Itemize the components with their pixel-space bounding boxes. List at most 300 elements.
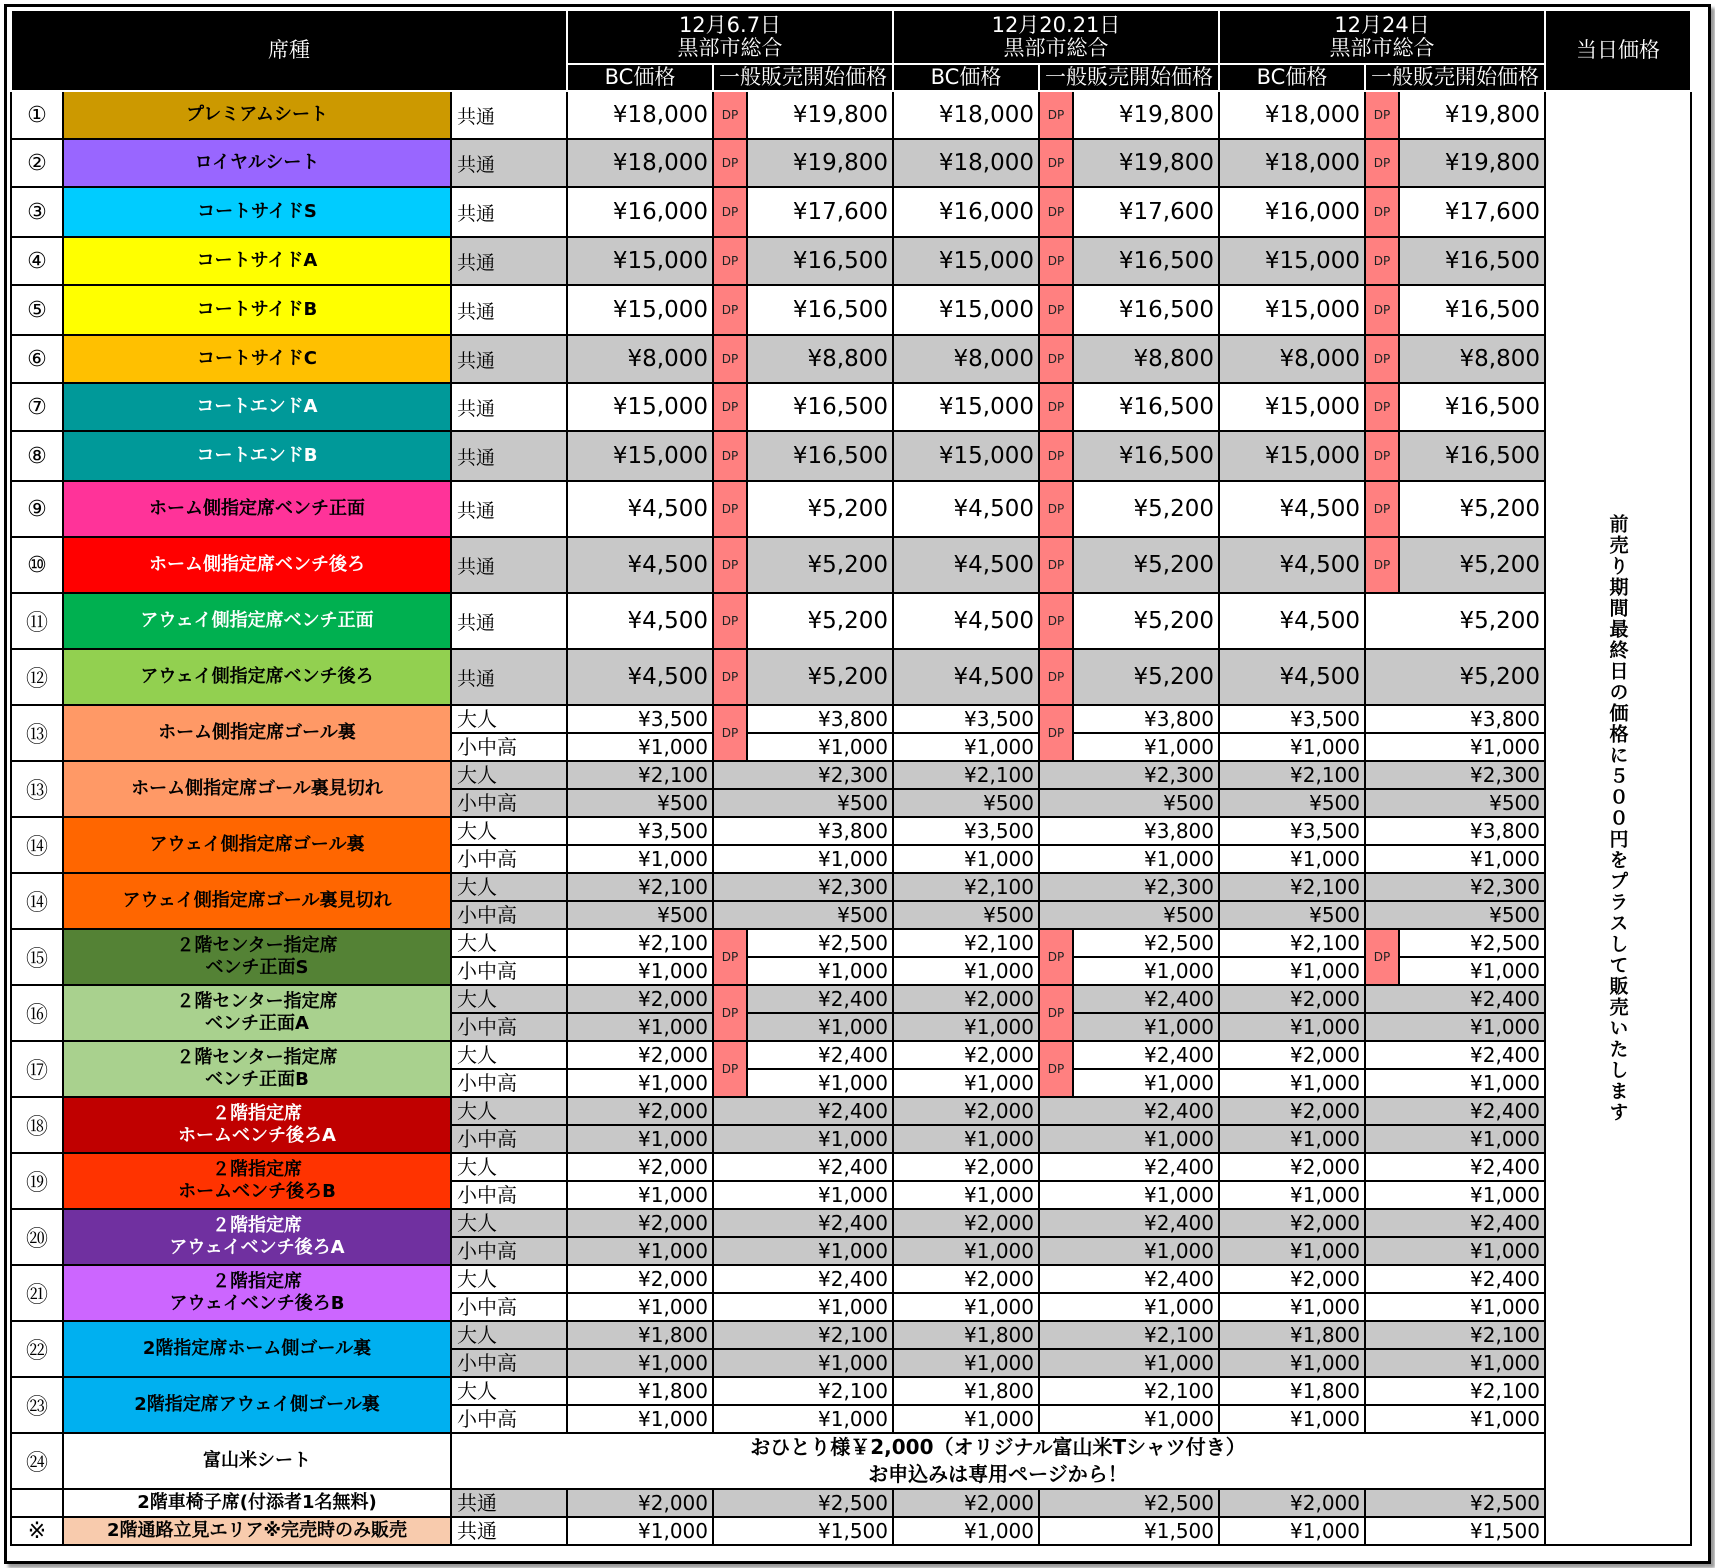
audience-label: 共通 xyxy=(451,187,567,237)
bc-price: ¥1,000 xyxy=(1219,1293,1365,1321)
general-price: ¥1,000 xyxy=(1365,1013,1545,1041)
general-price: ¥1,000 xyxy=(1365,1181,1545,1209)
dynamic-pricing-badge: DP xyxy=(1039,383,1073,431)
general-price: ¥1,000 xyxy=(747,1069,893,1097)
seat-number: ⑮ xyxy=(11,929,63,985)
general-price: ¥2,300 xyxy=(1365,761,1545,789)
general-price: ¥5,200 xyxy=(747,649,893,705)
bc-price: ¥2,100 xyxy=(1219,929,1365,957)
dynamic-pricing-badge: DP xyxy=(1365,91,1399,139)
bc-price: ¥18,000 xyxy=(1219,139,1365,187)
bc-price: ¥3,500 xyxy=(1219,817,1365,845)
table-row xyxy=(11,1517,1691,1545)
general-price: ¥1,000 xyxy=(1073,733,1219,761)
side-note: 前売り期間最終日の価格に５００円をプラスして販売いたします xyxy=(1606,513,1629,1123)
bc-price: ¥2,000 xyxy=(567,1209,713,1237)
dynamic-pricing-badge: DP xyxy=(713,335,747,383)
bc-price: ¥2,000 xyxy=(893,1209,1039,1237)
general-price: ¥2,100 xyxy=(713,1321,893,1349)
bc-price: ¥15,000 xyxy=(1219,431,1365,481)
general-price-header: 一般販売開始価格 xyxy=(1039,64,1219,91)
general-price: ¥1,000 xyxy=(1073,1069,1219,1097)
table-row xyxy=(11,985,1691,1013)
bc-price: ¥1,000 xyxy=(893,1293,1039,1321)
seat-name xyxy=(63,1041,451,1097)
seat-number: ⑭ xyxy=(11,817,63,873)
seat-name: 2階通路立見エリア※完売時のみ販売 xyxy=(63,1517,451,1545)
general-price: ¥19,800 xyxy=(747,91,893,139)
bc-price: ¥2,000 xyxy=(567,1041,713,1069)
general-price: ¥5,200 xyxy=(1365,593,1545,649)
dynamic-pricing-badge: DP xyxy=(1365,285,1399,335)
general-price: ¥8,800 xyxy=(1399,335,1545,383)
general-price: ¥1,000 xyxy=(713,1237,893,1265)
bc-price: ¥1,000 xyxy=(567,1237,713,1265)
dynamic-pricing-badge: DP xyxy=(713,285,747,335)
adult-label: 大人 xyxy=(451,1321,567,1349)
bc-price: ¥1,000 xyxy=(893,733,1039,761)
bc-price: ¥2,000 xyxy=(893,1265,1039,1293)
adult-label: 大人 xyxy=(451,1377,567,1405)
table-row xyxy=(11,817,1691,845)
general-price: ¥5,200 xyxy=(1399,481,1545,537)
seat-name: コートサイドB xyxy=(63,285,451,335)
bc-price: ¥1,000 xyxy=(1219,1013,1365,1041)
seat-name xyxy=(63,1153,451,1209)
bc-price: ¥1,000 xyxy=(1219,957,1365,985)
dynamic-pricing-badge: DP xyxy=(713,237,747,285)
dynamic-pricing-badge: DP xyxy=(713,187,747,237)
general-price: ¥16,500 xyxy=(1073,431,1219,481)
bc-price: ¥1,000 xyxy=(567,1181,713,1209)
general-price: ¥17,600 xyxy=(1399,187,1545,237)
seat-price-table xyxy=(10,9,1692,1546)
general-price: ¥2,100 xyxy=(1039,1321,1219,1349)
general-price: ¥2,400 xyxy=(1365,1041,1545,1069)
general-price: ¥5,200 xyxy=(1073,593,1219,649)
dynamic-pricing-badge: DP xyxy=(713,383,747,431)
bc-price: ¥1,000 xyxy=(893,1125,1039,1153)
bc-price: ¥500 xyxy=(567,789,713,817)
seat-name-line2: アウェイベンチ後ろA xyxy=(169,1237,345,1258)
dynamic-pricing-badge: DP xyxy=(1039,335,1073,383)
seat-number: ⑯ xyxy=(11,985,63,1041)
bc-price: ¥1,000 xyxy=(893,1013,1039,1041)
general-price: ¥1,000 xyxy=(1039,1237,1219,1265)
bc-price: ¥2,000 xyxy=(1219,1097,1365,1125)
seat-number: ② xyxy=(11,139,63,187)
general-price: ¥1,000 xyxy=(1365,1125,1545,1153)
seat-name: ホーム側指定席ゴール裏 xyxy=(63,705,451,761)
general-price: ¥2,100 xyxy=(1039,1377,1219,1405)
bc-price: ¥2,000 xyxy=(567,1489,713,1517)
bc-price: ¥1,000 xyxy=(567,1125,713,1153)
seat-number: ※ xyxy=(11,1517,63,1545)
general-price: ¥2,400 xyxy=(713,1265,893,1293)
audience-label: 共通 xyxy=(451,537,567,593)
dynamic-pricing-badge: DP xyxy=(1039,187,1073,237)
general-price: ¥16,500 xyxy=(747,285,893,335)
dynamic-pricing-badge: DP xyxy=(713,481,747,537)
general-price: ¥1,000 xyxy=(747,957,893,985)
dynamic-pricing-badge: DP xyxy=(1039,929,1073,985)
student-label: 小中高 xyxy=(451,1405,567,1433)
seat-number: ① xyxy=(11,91,63,139)
student-label: 小中高 xyxy=(451,1181,567,1209)
seat-name xyxy=(63,1097,451,1153)
general-price: ¥2,400 xyxy=(713,1097,893,1125)
general-price: ¥1,000 xyxy=(713,1293,893,1321)
dynamic-pricing-badge: DP xyxy=(1039,285,1073,335)
dynamic-pricing-badge: DP xyxy=(1039,91,1073,139)
seat-name: アウェイ側指定席ベンチ正面 xyxy=(63,593,451,649)
adult-label: 大人 xyxy=(451,873,567,901)
bc-price: ¥16,000 xyxy=(893,187,1039,237)
bc-price: ¥4,500 xyxy=(893,593,1039,649)
general-price: ¥2,300 xyxy=(1039,761,1219,789)
seat-name-line2: ホームベンチ後ろB xyxy=(178,1181,336,1202)
dynamic-pricing-badge: DP xyxy=(1365,187,1399,237)
general-price: ¥2,300 xyxy=(1039,873,1219,901)
table-row xyxy=(11,1041,1691,1069)
general-price: ¥2,300 xyxy=(713,761,893,789)
bc-price: ¥4,500 xyxy=(567,537,713,593)
bc-price: ¥1,000 xyxy=(893,957,1039,985)
general-price: ¥2,500 xyxy=(713,1489,893,1517)
general-price: ¥16,500 xyxy=(1073,237,1219,285)
adult-label: 大人 xyxy=(451,1209,567,1237)
bc-price: ¥15,000 xyxy=(1219,285,1365,335)
general-price: ¥5,200 xyxy=(1073,481,1219,537)
general-price: ¥1,000 xyxy=(713,1349,893,1377)
bc-price: ¥2,000 xyxy=(567,985,713,1013)
general-price: ¥5,200 xyxy=(1073,537,1219,593)
seat-name: ホーム側指定席ベンチ後ろ xyxy=(63,537,451,593)
general-price: ¥2,400 xyxy=(1073,1041,1219,1069)
general-price-header: 一般販売開始価格 xyxy=(1365,64,1545,91)
bc-price: ¥500 xyxy=(1219,901,1365,929)
seat-name xyxy=(63,1265,451,1321)
general-price: ¥16,500 xyxy=(1399,237,1545,285)
general-price: ¥16,500 xyxy=(1073,285,1219,335)
adult-label: 大人 xyxy=(451,1265,567,1293)
bc-price: ¥1,000 xyxy=(893,1069,1039,1097)
seat-name: コートサイドS xyxy=(63,187,451,237)
audience-label: 共通 xyxy=(451,91,567,139)
table-row xyxy=(11,1321,1691,1349)
general-price: ¥2,500 xyxy=(1039,1489,1219,1517)
general-price: ¥17,600 xyxy=(1073,187,1219,237)
general-price: ¥1,000 xyxy=(1365,1069,1545,1097)
general-price: ¥8,800 xyxy=(747,335,893,383)
bc-price-header: BC価格 xyxy=(1219,64,1365,91)
price-rows xyxy=(11,91,1691,1545)
bc-price: ¥2,100 xyxy=(567,761,713,789)
bc-price: ¥2,000 xyxy=(893,1489,1039,1517)
bc-price: ¥1,000 xyxy=(1219,1125,1365,1153)
general-price: ¥2,100 xyxy=(1365,1377,1545,1405)
dynamic-pricing-badge: DP xyxy=(1039,593,1073,649)
bc-price: ¥15,000 xyxy=(893,383,1039,431)
seat-name-line1: ２階センター指定席 xyxy=(176,1046,338,1068)
dynamic-pricing-badge: DP xyxy=(713,705,747,761)
dynamic-pricing-badge: DP xyxy=(713,431,747,481)
general-price: ¥1,000 xyxy=(713,1125,893,1153)
general-price: ¥5,200 xyxy=(1073,649,1219,705)
seat-name-line2: アウェイベンチ後ろB xyxy=(169,1293,345,1314)
seat-number: ⑭ xyxy=(11,873,63,929)
seat-name: コートサイドA xyxy=(63,237,451,285)
dynamic-pricing-badge: DP xyxy=(1365,481,1399,537)
dynamic-pricing-badge: DP xyxy=(1365,929,1399,985)
general-price: ¥16,500 xyxy=(747,383,893,431)
bc-price: ¥1,000 xyxy=(567,845,713,873)
general-price: ¥1,000 xyxy=(747,1013,893,1041)
bc-price: ¥2,000 xyxy=(893,1153,1039,1181)
table-row xyxy=(11,593,1691,649)
bc-price: ¥3,500 xyxy=(893,705,1039,733)
bc-price: ¥18,000 xyxy=(893,139,1039,187)
bc-price: ¥500 xyxy=(1219,789,1365,817)
audience-label: 共通 xyxy=(451,1517,567,1545)
seat-name: コートエンドB xyxy=(63,431,451,481)
bc-price-header: BC価格 xyxy=(893,64,1039,91)
bc-price: ¥4,500 xyxy=(567,649,713,705)
general-price: ¥1,000 xyxy=(1039,1181,1219,1209)
student-label: 小中高 xyxy=(451,1125,567,1153)
bc-price: ¥2,000 xyxy=(567,1265,713,1293)
seat-name: アウェイ側指定席ゴール裏見切れ xyxy=(63,873,451,929)
table-row xyxy=(11,649,1691,705)
bc-price: ¥1,000 xyxy=(567,1405,713,1433)
bc-price: ¥16,000 xyxy=(1219,187,1365,237)
general-price: ¥2,300 xyxy=(713,873,893,901)
bc-price: ¥3,500 xyxy=(567,705,713,733)
adult-label: 大人 xyxy=(451,1097,567,1125)
dynamic-pricing-badge: DP xyxy=(713,593,747,649)
general-price: ¥3,800 xyxy=(713,817,893,845)
general-price: ¥500 xyxy=(1039,901,1219,929)
bc-price: ¥4,500 xyxy=(567,593,713,649)
bc-price: ¥18,000 xyxy=(567,91,713,139)
bc-price: ¥1,000 xyxy=(893,1181,1039,1209)
bc-price: ¥2,000 xyxy=(1219,1209,1365,1237)
seat-number: ⑪ xyxy=(11,593,63,649)
seat-number: ⑨ xyxy=(11,481,63,537)
general-price: ¥16,500 xyxy=(1399,285,1545,335)
seat-name-line1: ２階センター指定席 xyxy=(176,934,338,956)
table-row xyxy=(11,139,1691,187)
seat-name: 2階指定席ホーム側ゴール裏 xyxy=(63,1321,451,1377)
general-price: ¥3,800 xyxy=(1365,705,1545,733)
table-row xyxy=(11,237,1691,285)
seat-number: ㉑ xyxy=(11,1265,63,1321)
general-price: ¥16,500 xyxy=(1399,383,1545,431)
bc-price: ¥18,000 xyxy=(1219,91,1365,139)
bc-price: ¥1,000 xyxy=(1219,1069,1365,1097)
dynamic-pricing-badge: DP xyxy=(713,537,747,593)
seat-name-line2: ホームベンチ後ろA xyxy=(178,1125,336,1146)
seat-name xyxy=(63,1209,451,1265)
bc-price: ¥1,000 xyxy=(893,1405,1039,1433)
general-price: ¥1,000 xyxy=(1039,1405,1219,1433)
rice-seat-note xyxy=(451,1433,1545,1489)
table-row xyxy=(11,1489,1691,1517)
table-row xyxy=(11,761,1691,789)
bc-price: ¥2,000 xyxy=(893,985,1039,1013)
adult-label: 大人 xyxy=(451,1153,567,1181)
bc-price: ¥15,000 xyxy=(567,285,713,335)
table-row xyxy=(11,335,1691,383)
rice-note-line2: お申込みは専用ページから！ xyxy=(868,1462,1128,1486)
general-price: ¥2,500 xyxy=(1399,929,1545,957)
table-row xyxy=(11,383,1691,431)
general-price: ¥2,400 xyxy=(1365,1265,1545,1293)
seat-name: 富山米シート xyxy=(63,1433,451,1489)
table-row xyxy=(11,481,1691,537)
adult-label: 大人 xyxy=(451,761,567,789)
table-row xyxy=(11,1097,1691,1125)
bc-price: ¥8,000 xyxy=(893,335,1039,383)
audience-label: 共通 xyxy=(451,139,567,187)
bc-price: ¥1,000 xyxy=(567,1013,713,1041)
general-price: ¥1,000 xyxy=(713,1181,893,1209)
seat-number: ④ xyxy=(11,237,63,285)
general-price: ¥16,500 xyxy=(1073,383,1219,431)
general-price: ¥1,000 xyxy=(1365,1405,1545,1433)
dynamic-pricing-badge: DP xyxy=(1365,383,1399,431)
seat-name-line1: ２階指定席 xyxy=(212,1102,302,1124)
bc-price: ¥1,000 xyxy=(893,1517,1039,1545)
dynamic-pricing-badge: DP xyxy=(1039,985,1073,1041)
student-label: 小中高 xyxy=(451,901,567,929)
dynamic-pricing-badge: DP xyxy=(1039,1041,1073,1097)
dynamic-pricing-badge: DP xyxy=(1365,431,1399,481)
seat-name: コートサイドC xyxy=(63,335,451,383)
seat-name-line2: ベンチ正面S xyxy=(205,957,309,978)
general-price: ¥16,500 xyxy=(747,431,893,481)
bc-price: ¥1,000 xyxy=(567,1349,713,1377)
bc-price: ¥3,500 xyxy=(893,817,1039,845)
bc-price: ¥2,100 xyxy=(893,929,1039,957)
general-price: ¥1,500 xyxy=(1365,1517,1545,1545)
seat-name: コートエンドA xyxy=(63,383,451,431)
bc-price: ¥2,100 xyxy=(567,929,713,957)
student-label: 小中高 xyxy=(451,1069,567,1097)
student-label: 小中高 xyxy=(451,1237,567,1265)
bc-price: ¥3,500 xyxy=(1219,705,1365,733)
general-price: ¥1,000 xyxy=(1039,845,1219,873)
audience-label: 共通 xyxy=(451,649,567,705)
audience-label: 共通 xyxy=(451,285,567,335)
bc-price: ¥1,000 xyxy=(1219,845,1365,873)
general-price: ¥2,500 xyxy=(1073,929,1219,957)
bc-price: ¥8,000 xyxy=(1219,335,1365,383)
table-row xyxy=(11,187,1691,237)
student-label: 小中高 xyxy=(451,1349,567,1377)
general-price: ¥5,200 xyxy=(747,593,893,649)
dynamic-pricing-badge: DP xyxy=(713,649,747,705)
bc-price: ¥1,000 xyxy=(893,1349,1039,1377)
seat-name: プレミアムシート xyxy=(63,91,451,139)
bc-price: ¥15,000 xyxy=(893,431,1039,481)
bc-price: ¥15,000 xyxy=(1219,237,1365,285)
table-row xyxy=(11,929,1691,957)
general-price: ¥5,200 xyxy=(747,537,893,593)
dynamic-pricing-badge: DP xyxy=(1039,237,1073,285)
general-price: ¥2,400 xyxy=(1039,1097,1219,1125)
general-price: ¥1,000 xyxy=(713,845,893,873)
seat-name-line1: ２階指定席 xyxy=(212,1270,302,1292)
bc-price: ¥2,000 xyxy=(1219,1489,1365,1517)
student-label: 小中高 xyxy=(451,733,567,761)
general-price: ¥3,800 xyxy=(747,705,893,733)
seat-number xyxy=(11,1489,63,1517)
student-label: 小中高 xyxy=(451,1013,567,1041)
general-price: ¥3,800 xyxy=(1073,705,1219,733)
bc-price: ¥15,000 xyxy=(567,431,713,481)
adult-label: 大人 xyxy=(451,985,567,1013)
bc-price: ¥4,500 xyxy=(1219,649,1365,705)
table-row xyxy=(11,873,1691,901)
seat-number: ㉓ xyxy=(11,1377,63,1433)
general-price: ¥5,200 xyxy=(747,481,893,537)
adult-label: 大人 xyxy=(451,929,567,957)
general-price: ¥2,400 xyxy=(1039,1209,1219,1237)
bc-price: ¥4,500 xyxy=(893,649,1039,705)
seat-number: ⑱ xyxy=(11,1097,63,1153)
dynamic-pricing-badge: DP xyxy=(1039,139,1073,187)
general-price: ¥1,000 xyxy=(747,733,893,761)
general-price: ¥1,000 xyxy=(1365,845,1545,873)
bc-price: ¥4,500 xyxy=(893,481,1039,537)
dynamic-pricing-badge: DP xyxy=(713,929,747,985)
bc-price: ¥1,000 xyxy=(1219,1405,1365,1433)
bc-price: ¥15,000 xyxy=(567,237,713,285)
bc-price: ¥1,800 xyxy=(567,1321,713,1349)
general-price: ¥2,400 xyxy=(1365,985,1545,1013)
bc-price: ¥1,000 xyxy=(567,1069,713,1097)
general-price: ¥2,400 xyxy=(1365,1097,1545,1125)
general-price: ¥1,000 xyxy=(1039,1293,1219,1321)
bc-price: ¥16,000 xyxy=(567,187,713,237)
rice-note-line1: おひとり様￥2,000（オリジナル富山米Tシャツ付き） xyxy=(750,1435,1246,1459)
general-price: ¥2,400 xyxy=(747,1041,893,1069)
student-label: 小中高 xyxy=(451,957,567,985)
dynamic-pricing-badge: DP xyxy=(1039,649,1073,705)
adult-label: 大人 xyxy=(451,1041,567,1069)
bc-price: ¥500 xyxy=(567,901,713,929)
seat-name-line1: ２階センター指定席 xyxy=(176,990,338,1012)
seat-number: ③ xyxy=(11,187,63,237)
table-row xyxy=(11,1209,1691,1237)
bc-price: ¥2,000 xyxy=(1219,1041,1365,1069)
general-price: ¥2,400 xyxy=(1039,1265,1219,1293)
general-price: ¥1,500 xyxy=(1039,1517,1219,1545)
dynamic-pricing-badge: DP xyxy=(1365,537,1399,593)
bc-price: ¥2,100 xyxy=(1219,761,1365,789)
bc-price: ¥1,000 xyxy=(893,845,1039,873)
general-price: ¥1,000 xyxy=(1039,1125,1219,1153)
bc-price: ¥15,000 xyxy=(893,285,1039,335)
bc-price: ¥15,000 xyxy=(567,383,713,431)
general-price: ¥1,500 xyxy=(713,1517,893,1545)
table-row xyxy=(11,705,1691,733)
table-row xyxy=(11,1377,1691,1405)
general-price: ¥2,400 xyxy=(1039,1153,1219,1181)
table-row xyxy=(11,537,1691,593)
dynamic-pricing-badge: DP xyxy=(1365,335,1399,383)
